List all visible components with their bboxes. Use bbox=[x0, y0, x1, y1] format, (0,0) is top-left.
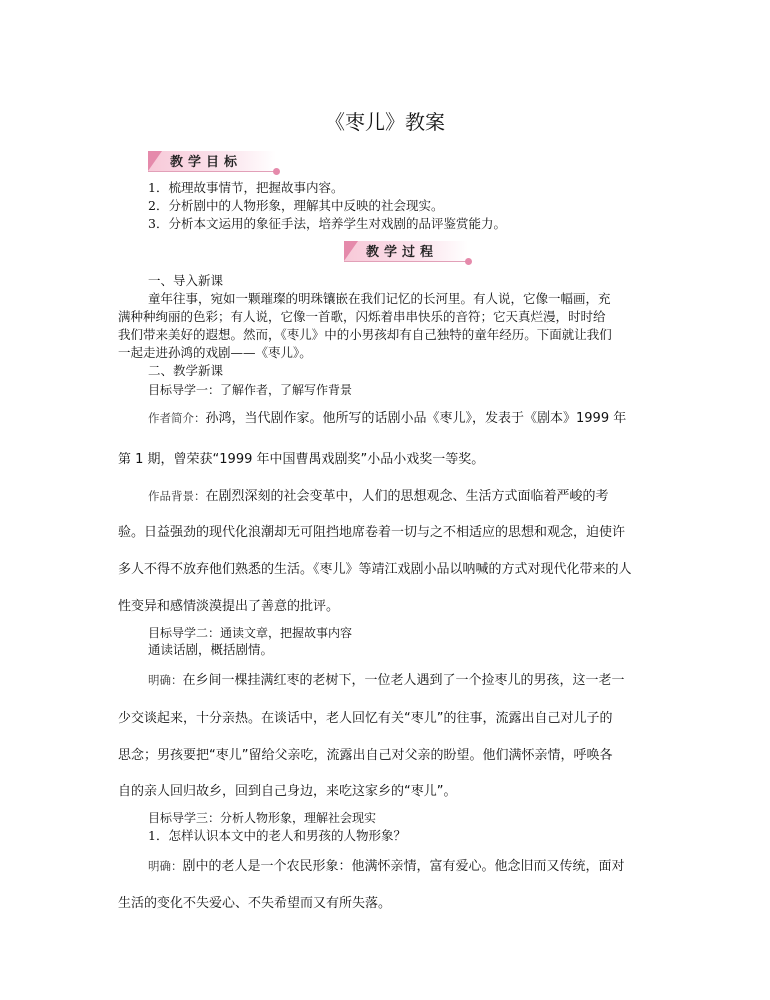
intro-line: 童年往事，宛如一颗璀璨的明珠镶嵌在我们记忆的长河里。有人说，它像一幅画，充 bbox=[148, 291, 611, 306]
background-line bbox=[148, 485, 609, 504]
answer-line: 生活的变化不失爱心、不失希望而又有所失落。 bbox=[118, 896, 392, 911]
question-item: 1．怎样认识本文中的老人和男孩的人物形象？ bbox=[148, 828, 406, 843]
intro-line: 一起走进孙鸿的戏剧——《枣儿》。 bbox=[118, 345, 312, 360]
summary-line: 少交谈起来，十分亲热。在谈话中，老人回忆有关“枣儿”的往事，流露出自己对儿子的 bbox=[118, 711, 613, 726]
section-heading: 二、教学新课 bbox=[148, 363, 224, 378]
author-intro-lead: 作者简介： bbox=[148, 411, 206, 425]
goal-guide-subtext: 通读话剧，概括剧情。 bbox=[148, 642, 274, 657]
summary-lead: 明确： bbox=[148, 673, 183, 687]
intro-line: 满种种绚丽的色彩；有人说，它像一首歌，闪烁着串串快乐的音符；它天真烂漫，时时给 bbox=[118, 309, 606, 324]
banner-dot-decoration bbox=[273, 168, 280, 175]
answer-lead: 明确： bbox=[148, 859, 183, 873]
banner-triangle-decoration bbox=[344, 241, 358, 261]
banner-dot-decoration bbox=[465, 258, 472, 265]
banner-label: 教学目标 bbox=[170, 155, 243, 170]
author-intro-line bbox=[148, 407, 626, 426]
intro-line: 我们带来美好的遐想。然而，《枣儿》中的小男孩却有自己独特的童年经历。下面就让我们 bbox=[118, 327, 612, 342]
answer-line bbox=[148, 855, 625, 874]
goal-item: 1．梳理故事情节，把握故事内容。 bbox=[148, 180, 344, 195]
goal-guide-heading: 目标导学三：分析人物形象，理解社会现实 bbox=[148, 811, 377, 825]
author-intro-text: 孙鸿，当代剧作家。他所写的话剧小品《枣儿》，发表于《剧本》1999 年 bbox=[205, 411, 627, 426]
author-intro-line: 第 1 期，曾荣获“1999 年中国曹禺戏剧奖”小品小戏奖一等奖。 bbox=[118, 452, 485, 467]
banner-label: 教学过程 bbox=[366, 245, 439, 260]
summary-text: 在乡间一棵挂满红枣的老树下，一位老人遇到了一个捡枣儿的男孩，这一老一 bbox=[182, 673, 625, 688]
goal-item: 3．分析本文运用的象征手法，培养学生对戏剧的品评鉴赏能力。 bbox=[148, 216, 506, 231]
section-heading: 一、导入新课 bbox=[148, 273, 224, 288]
section-banner-goals bbox=[148, 148, 276, 174]
banner-triangle-decoration bbox=[148, 151, 162, 171]
summary-line bbox=[148, 669, 625, 688]
background-lead: 作品背景： bbox=[148, 489, 206, 503]
summary-line: 思念；男孩要把“枣儿”留给父亲吃，流露出自己对父亲的盼望。他们满怀亲情，呼唤各 bbox=[118, 748, 613, 763]
background-line: 验。日益强劲的现代化浪潮却无可阻挡地席卷着一切与之不相适应的思想和观念，迫使许 bbox=[118, 525, 626, 540]
background-line: 性变异和感情淡漠提出了善意的批评。 bbox=[118, 599, 340, 614]
goal-guide-heading: 目标导学一：了解作者，了解写作背景 bbox=[148, 383, 353, 397]
background-line: 多人不得不放弃他们熟悉的生活。《枣儿》等靖江戏剧小品以呐喊的方式对现代化带来的人 bbox=[118, 562, 632, 577]
goal-guide-heading: 目标导学二：通读文章，把握故事内容 bbox=[148, 626, 353, 640]
goal-item: 2．分析剧中的人物形象，理解其中反映的社会现实。 bbox=[148, 198, 444, 213]
page-title: 《枣儿》教案 bbox=[325, 110, 445, 134]
section-banner-process bbox=[344, 238, 468, 264]
summary-line: 自的亲人回归故乡，回到自己身边，来吃这家乡的“枣儿”。 bbox=[118, 784, 457, 799]
background-text: 在剧烈深刻的社会变革中，人们的思想观念、生活方式面临着严峻的考 bbox=[205, 489, 609, 504]
answer-text: 剧中的老人是一个农民形象：他满怀亲情，富有爱心。他念旧而又传统，面对 bbox=[182, 859, 625, 874]
